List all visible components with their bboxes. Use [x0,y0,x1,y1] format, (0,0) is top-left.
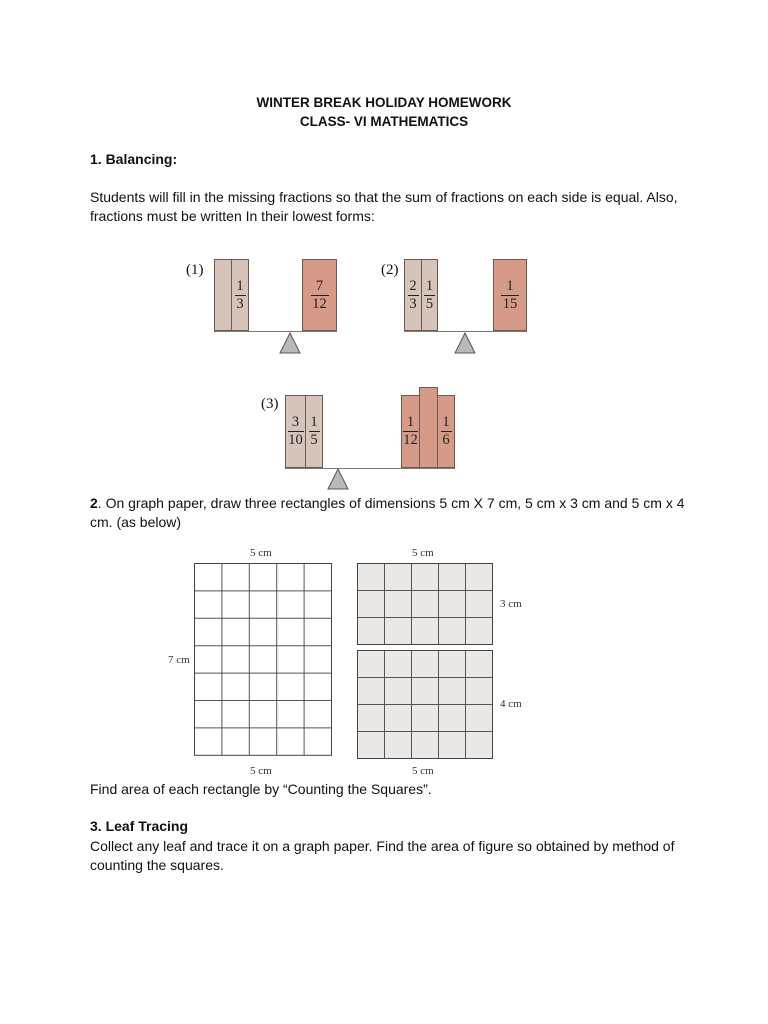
fraction: 7 12 [312,277,327,312]
rect-2-side-label: 3 cm [500,598,522,610]
section-2-after-text: Find area of each rectangle by “Counting the Squares”. [90,781,432,797]
rect-2-top-label: 5 cm [412,547,434,559]
section-1-heading: 1. Balancing: [90,151,178,167]
fulcrum-icon [279,332,301,354]
balance-1-label: (1) [186,262,204,278]
balance-beam [285,468,455,469]
section-2-text [90,494,688,531]
fraction: 2 3 [409,277,417,312]
title-line-1: WINTER BREAK HOLIDAY HOMEWORK [256,95,512,110]
section-2-number: 2 [90,495,98,511]
fraction: 1 6 [442,414,450,448]
rect-1-bottom-label: 5 cm [250,765,272,777]
fraction: 1 5 [425,277,434,312]
fraction: 1 3 [236,277,244,312]
grid-border [195,564,332,756]
rect-1-side-label: 7 cm [168,654,190,666]
rect-1-top-label: 5 cm [250,547,272,559]
balance-2-label: (2) [381,262,399,278]
section-3-text: Collect any leaf and trace it on a graph paper. Find the area of figure so obtained by method of counting the squares. [90,838,675,873]
grid-rectangle-5x7 [194,563,332,759]
section-3-heading: 3. Leaf Tracing [90,818,189,834]
fraction: 1 5 [310,414,318,448]
rect-3-side-label: 4 cm [500,698,522,710]
grid-border [358,564,493,645]
grid-rectangle-5x4 [357,650,494,759]
balance-3-label: (3) [261,396,279,412]
rect-3-bottom-label: 5 cm [412,765,434,777]
section-1-instructions: Students will fill in the missing fractions so that the sum of fractions on each side is equal. Also, fractions must be written In their lowest forms: [90,189,678,224]
title-line-2: CLASS- VI MATHEMATICS [299,114,469,129]
balance-1-left-bar-blank [214,259,232,331]
grid-rectangle-5x3 [357,563,494,646]
fulcrum-icon [454,332,476,354]
fraction: 3 10 [288,414,303,448]
fraction: 1 15 [502,277,518,312]
section-2-instructions: . On graph paper, draw three rectangles of dimensions 5 cm X 7 cm, 5 cm x 3 cm and 5 cm x 4 cm. (as below) [90,495,685,530]
balance-3-right-bar-blank [419,387,438,468]
balance-beam [214,331,337,332]
fulcrum-icon [327,468,349,490]
fraction: 1 12 [403,414,418,448]
